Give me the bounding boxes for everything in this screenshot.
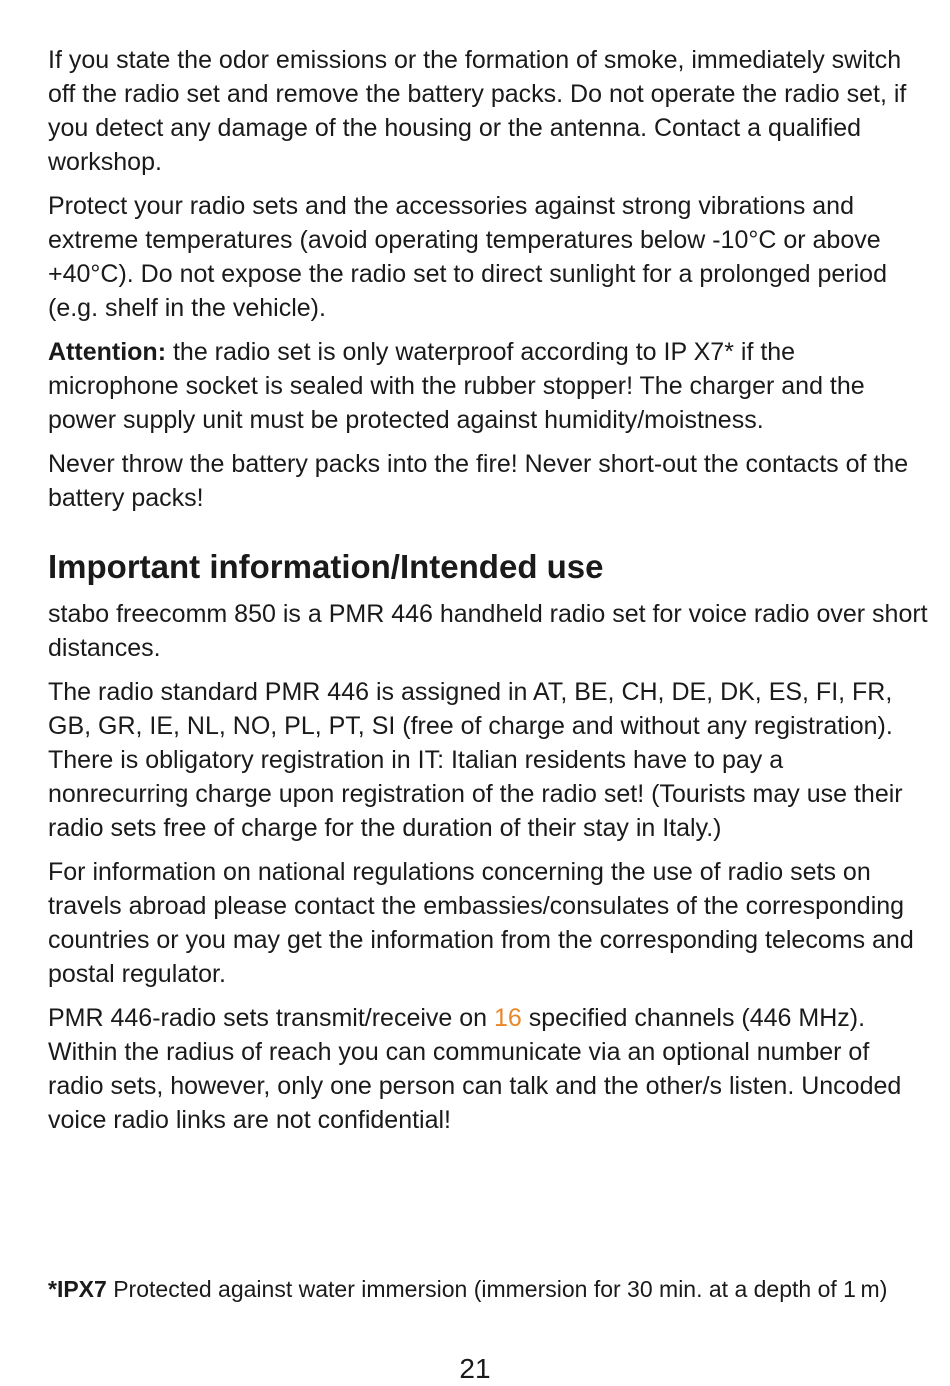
intended-use-paragraph-regulations: For information on national regulations concerning the use of radio sets on travels abroad please contact the embassies/consulates of the corresponding countries or you may get the information from the corresponding telecoms and postal regulator.	[48, 858, 914, 988]
channels-text-after: specified channels (446 MHz). Within the radius of reach you can communicate via an optional number of radio sets, however, only one person can talk and the other/s listen. Uncoded voice radio links are not confidential!	[48, 1004, 902, 1134]
footnote-label: *IPX7	[48, 1276, 107, 1302]
footnote-text: Protected against water immersion (immersion for 30 min. at a depth of 1 m)	[106, 1276, 888, 1302]
attention-label: Attention:	[48, 338, 167, 366]
channels-text-before: PMR 446-radio sets transmit/receive on	[48, 1004, 495, 1032]
attention-text: the radio set is only waterproof according to IP X7* if the microphone socket is sealed with the rubber stopper! The charger and the power supply unit must be protected against humidity/moistness.	[48, 338, 865, 434]
channel-count: 16	[494, 1004, 522, 1032]
intended-use-paragraph-intro: stabo freecomm 850 is a PMR 446 handheld radio set for voice radio over short distances.	[48, 600, 928, 662]
safety-paragraph-attention	[48, 335, 928, 437]
safety-paragraph-battery: Never throw the battery packs into the fire! Never short-out the contacts of the battery packs!	[48, 450, 909, 512]
safety-paragraph-temperature: Protect your radio sets and the accessories against strong vibrations and extreme temperatures (avoid operating temperatures below -10°C or above +40°C). Do not expose the radio set to direct sunlight for a prolonged period (e.g. shelf in the vehicle).	[48, 192, 887, 322]
intended-use-paragraph-channels	[48, 1001, 928, 1137]
safety-paragraph-smoke: If you state the odor emissions or the formation of smoke, immediately switch off the radio set and remove the battery packs. Do not operate the radio set, if you detect any damage of the housing or the antenna. Contact a qualified workshop.	[48, 46, 907, 176]
footnote	[48, 1273, 928, 1305]
intended-use-paragraph-countries: The radio standard PMR 446 is assigned in AT, BE, CH, DE, DK, ES, FI, FR, GB, GR, IE, NL, NO, PL, PT, SI (free of charge and without any registration). There is obligatory registration in IT: Italian residents have to pay a nonrecurring charge upon registration of the radio set! (Tourists may use their radio sets free of charge for the duration of their stay in Italy.)	[48, 678, 903, 842]
page-number: 21	[459, 1353, 491, 1384]
section-heading-intended-use: Important information/Intended use	[48, 548, 604, 585]
page-content	[48, 43, 928, 1147]
